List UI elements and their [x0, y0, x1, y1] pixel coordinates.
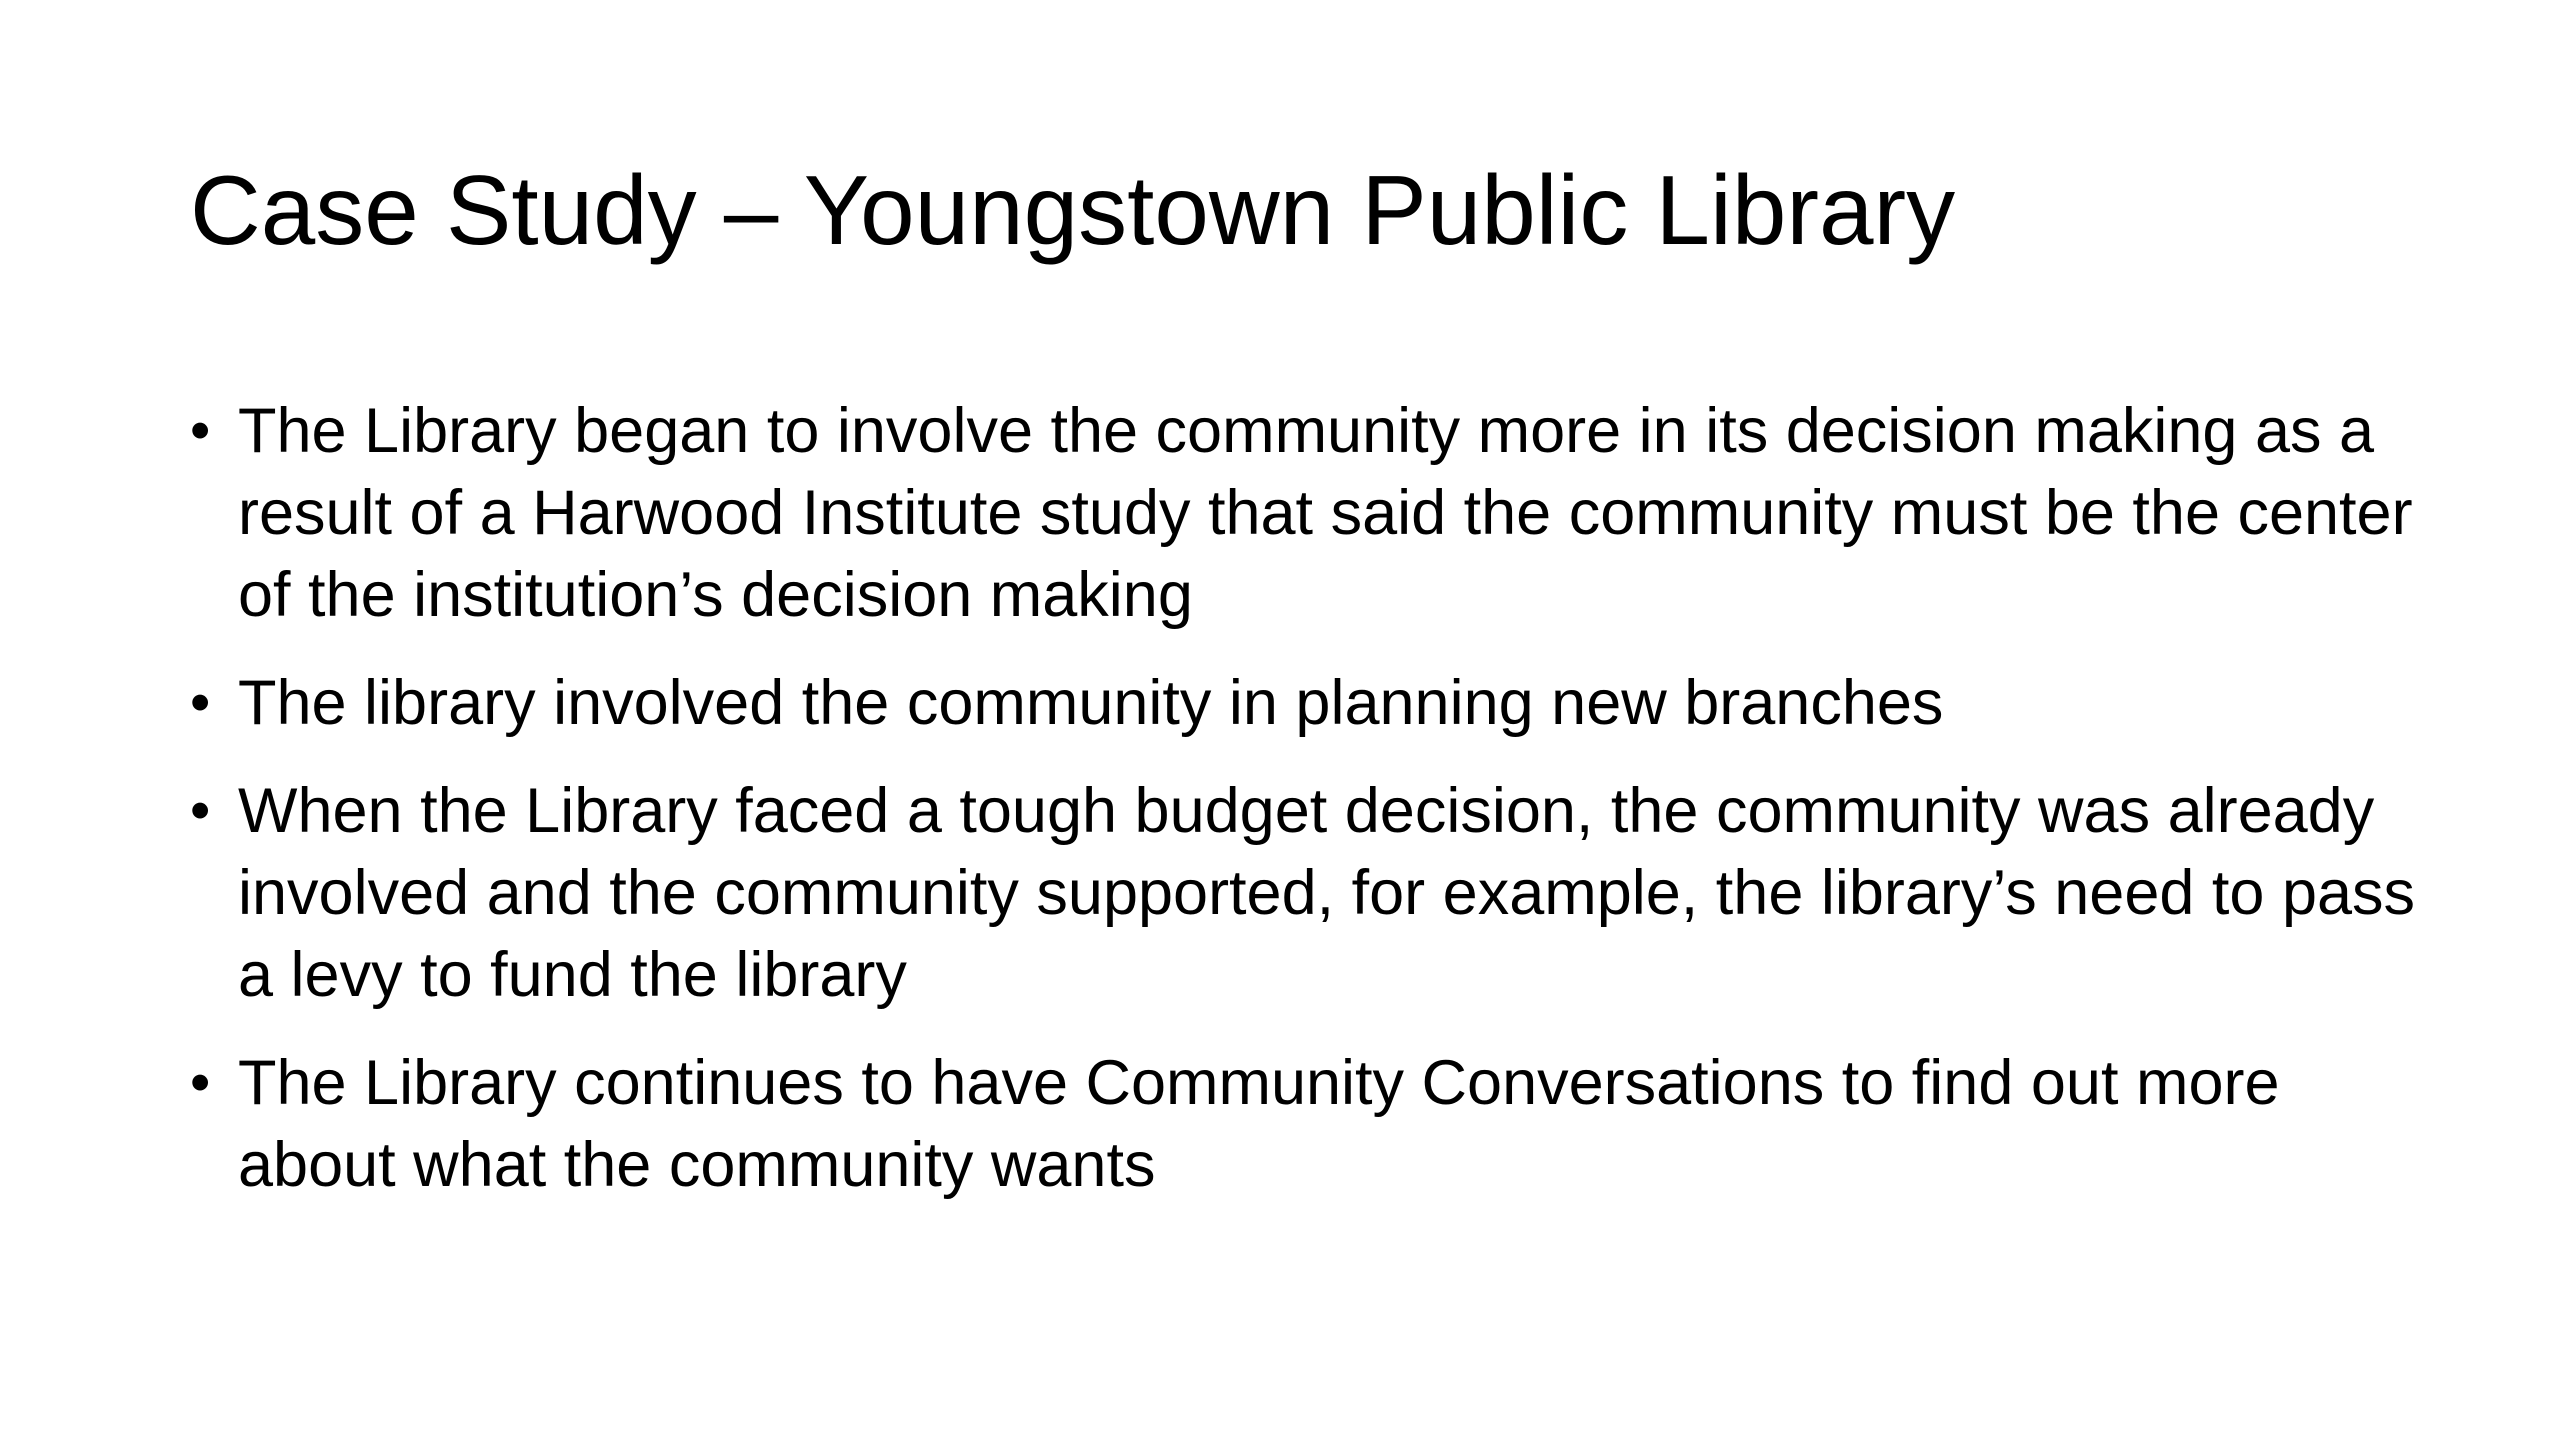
bullet-text: The Library began to involve the community more in its decision making as a result of a Harwood Institute study that said the community must be the center of the institution’s decision making	[238, 396, 2413, 630]
bullet-text: When the Library faced a tough budget decision, the community was already involved and the community supported, for example, the library’s need to pass a levy to fund the library	[238, 776, 2416, 1010]
bullet-list	[190, 390, 2430, 1232]
slide-title: Case Study – Youngstown Public Library	[190, 155, 1956, 265]
bullet-dot-icon: •	[190, 398, 211, 463]
bullet-text: The library involved the community in planning new branches	[238, 668, 1944, 738]
bullet-item	[190, 1042, 2430, 1206]
bullet-dot-icon: •	[190, 670, 211, 735]
bullet-item	[190, 662, 2430, 744]
bullet-item	[190, 390, 2430, 636]
bullet-text: The Library continues to have Community Conversations to find out more about what the community wants	[238, 1048, 2280, 1200]
bullet-dot-icon: •	[190, 778, 211, 843]
bullet-dot-icon: •	[190, 1050, 211, 1115]
bullet-item	[190, 770, 2430, 1016]
